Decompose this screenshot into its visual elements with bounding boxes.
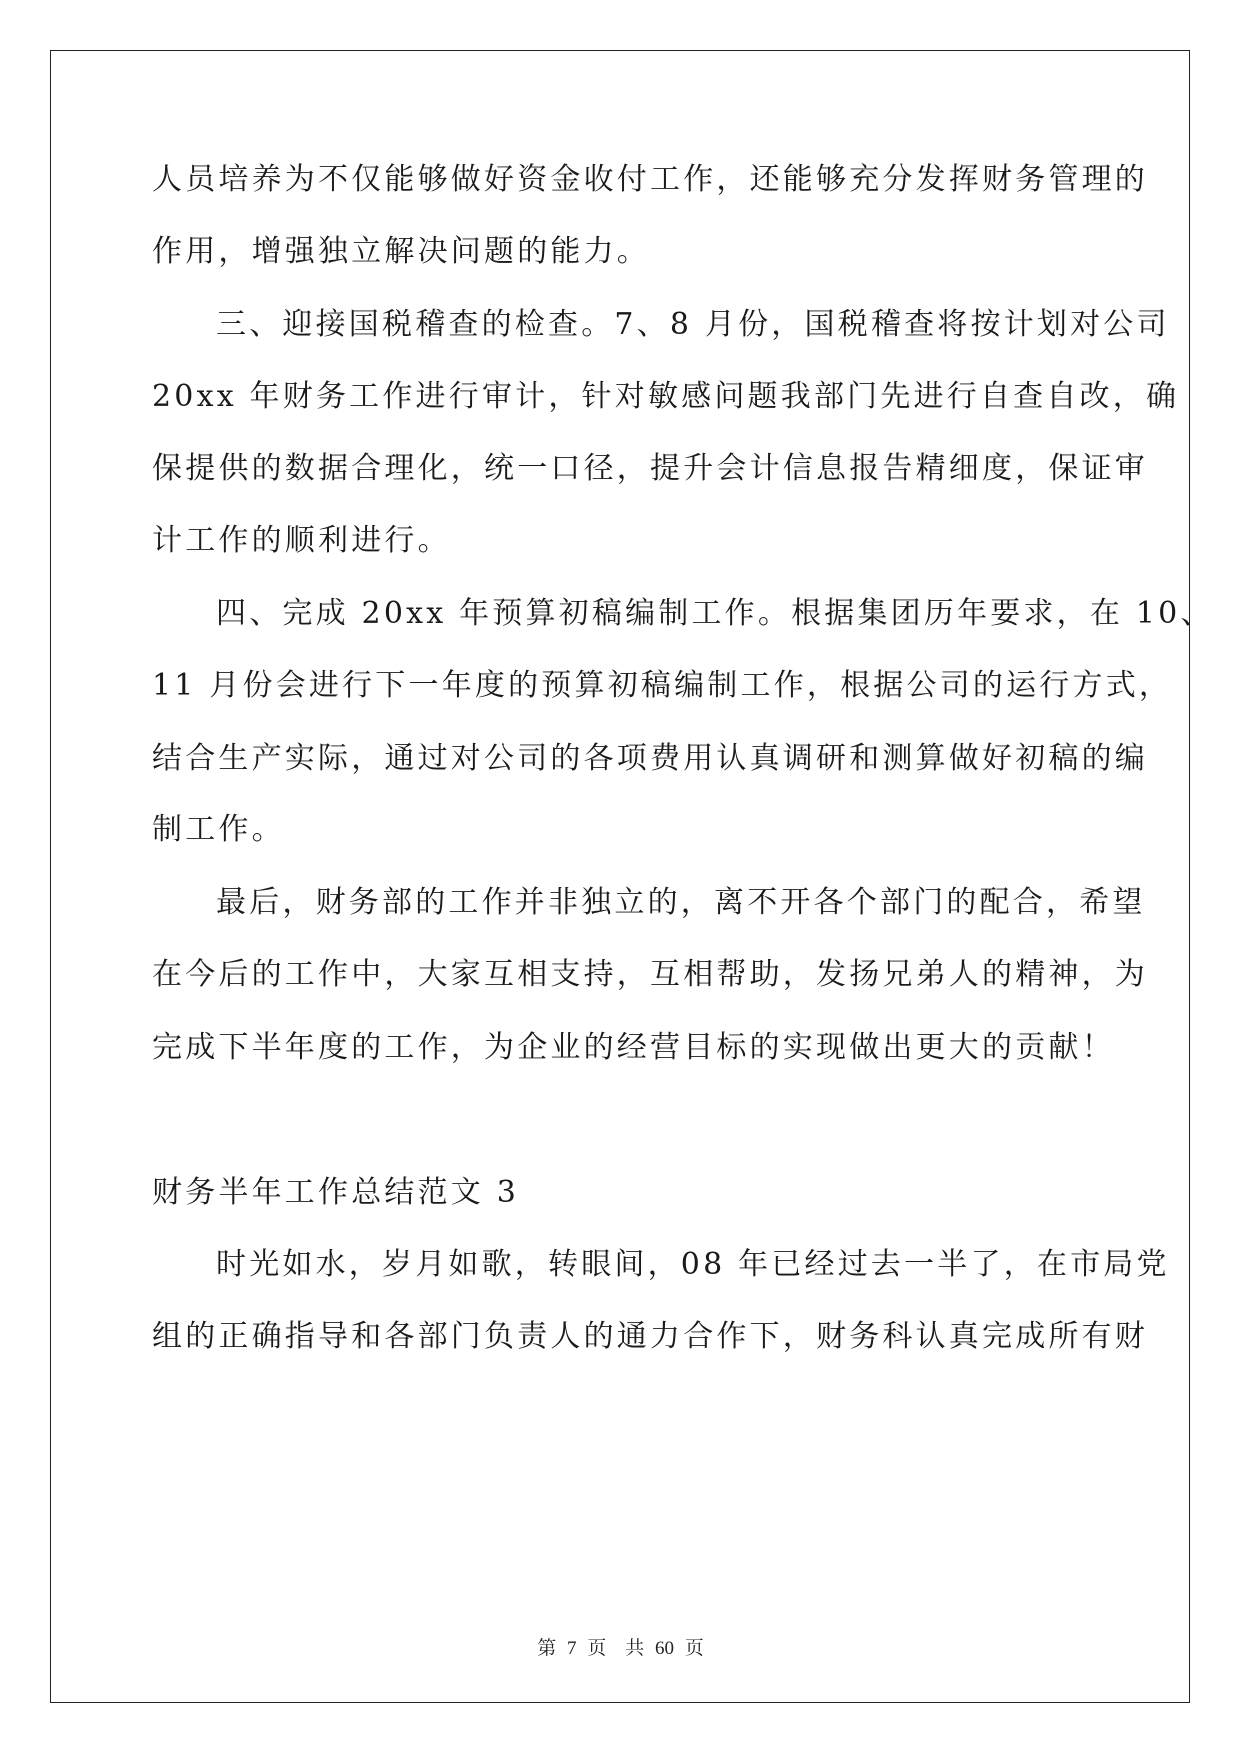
- text-line: 11 月份会进行下一年度的预算初稿编制工作，根据公司的运行方式，: [152, 668, 1173, 703]
- closing-paragraph-start: 最后，财务部的工作并非独立的，离不开各个部门的配合，希望: [216, 885, 1146, 920]
- text-line: 20xx 年财务工作进行审计，针对敏感问题我部门先进行自查自改，确: [152, 379, 1180, 414]
- section-paragraph-start: 时光如水，岁月如歌，转眼间，08 年已经过去一半了，在市局党: [216, 1247, 1170, 1282]
- paragraph-4-start: 四、完成 20xx 年预算初稿编制工作。根据集团历年要求，在 10、: [216, 596, 1214, 631]
- text-line: 保提供的数据合理化，统一口径，提升会计信息报告精细度，保证审: [152, 451, 1148, 486]
- text-line: 结合生产实际，通过对公司的各项费用认真调研和测算做好初稿的编: [152, 741, 1148, 776]
- page-border: [50, 50, 1190, 1703]
- paragraph-3-start: 三、迎接国税稽查的检查。7、8 月份，国税稽查将按计划对公司: [216, 307, 1170, 342]
- text-line: 制工作。: [152, 812, 285, 847]
- section-heading: 财务半年工作总结范文 3: [152, 1175, 520, 1210]
- text-line: 作用，增强独立解决问题的能力。: [152, 234, 650, 269]
- text-line: 在今后的工作中，大家互相支持，互相帮助，发扬兄弟人的精神，为: [152, 957, 1148, 992]
- text-line: 人员培养为不仅能够做好资金收付工作，还能够充分发挥财务管理的: [152, 162, 1148, 197]
- page-number: 第 7 页 共 60 页: [537, 1638, 704, 1659]
- text-line: 组的正确指导和各部门负责人的通力合作下，财务科认真完成所有财: [152, 1319, 1148, 1354]
- text-line: 完成下半年度的工作，为企业的经营目标的实现做出更大的贡献！: [152, 1030, 1115, 1065]
- text-line: 计工作的顺利进行。: [152, 523, 451, 558]
